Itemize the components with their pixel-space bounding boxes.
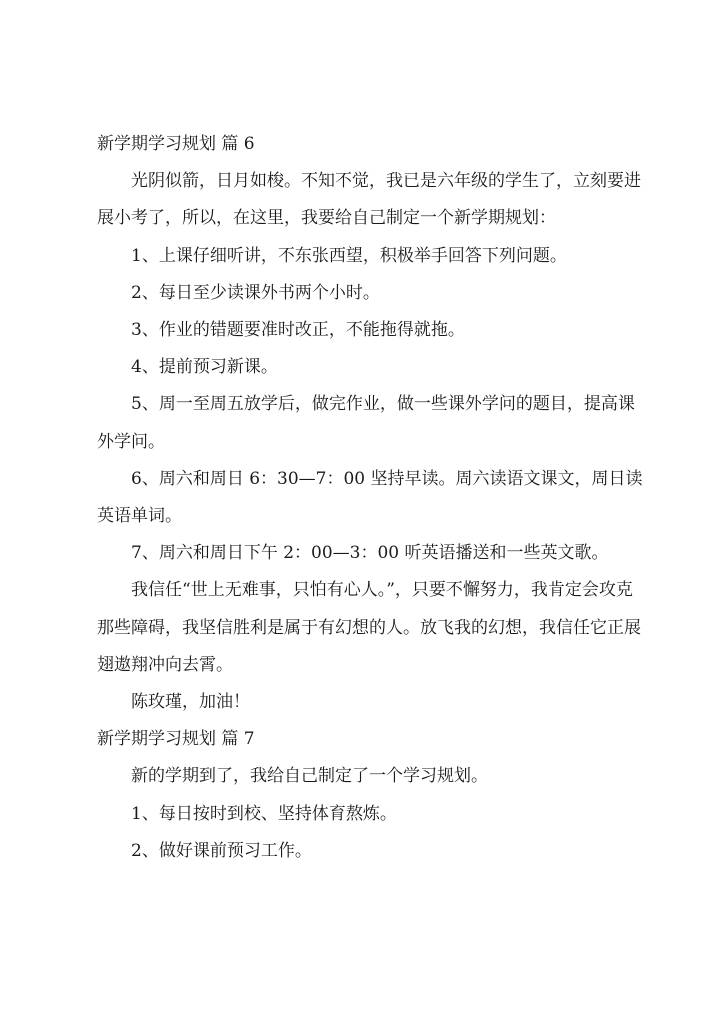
section-7-intro: 新的学期到了，我给自己制定了一个学习规划。 (131, 766, 488, 787)
section-6-intro: 光阴似箭，日月如梭。不知不觉，我已是六年级的学生了，立刻要进展小考了，所以，在这里，我要给自己制定一个新学期规划： (97, 171, 641, 229)
list-item: 7、周六和周日下午 2：00—3：00 听英语播送和一些英文歌。 (131, 543, 609, 564)
document-page (97, 126, 645, 870)
list-item: 6、周六和周日 6：30—7：00 坚持早读。周六读语文课文，周日读英语单词。 (97, 468, 643, 527)
list-item: 5、周一至周五放学后，做完作业，做一些课外学问的题目，提高课外学问。 (97, 394, 635, 452)
list-item: 3、作业的错题要准时改正，不能拖得就拖。 (131, 320, 465, 341)
list-item: 2、做好课前预习工作。 (131, 840, 312, 861)
list-item: 2、每日至少读课外书两个小时。 (131, 282, 380, 303)
list-item: 4、提前预习新课。 (131, 357, 278, 378)
list-item: 1、每日按时到校、坚持体育熬炼。 (131, 803, 397, 824)
section-7-title: 新学期学习规划 篇 7 (97, 729, 255, 750)
section-6-signoff: 陈玫瑾，加油！ (131, 692, 250, 713)
section-6-title: 新学期学习规划 篇 6 (97, 134, 255, 154)
list-item: 1、上课仔细听讲，不东张西望，积极举手回答下列问题。 (131, 245, 567, 266)
section-6-closing: 我信任“世上无难事，只怕有心人。”，只要不懈努力，我肯定会攻克那些障碍，我坚信胜利是属于有幻想的人。放飞我的幻想，我信任它正展翅遨翔冲向去霄。 (97, 580, 641, 675)
